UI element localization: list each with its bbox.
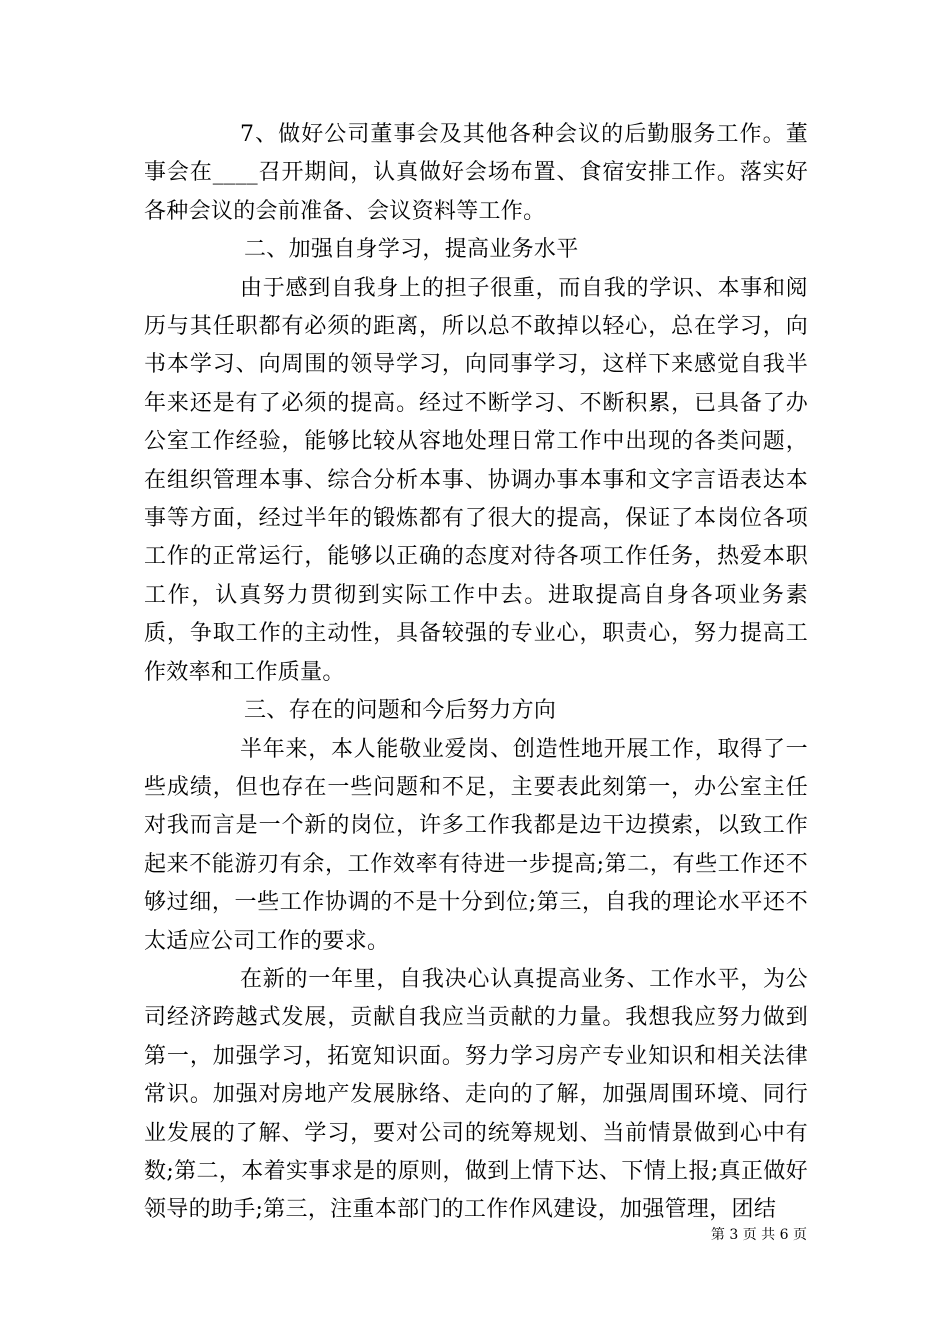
paragraph-problems: 半年来，本人能敬业爱岗、创造性地开展工作，取得了一些成绩，但也存在一些问题和不足，主要表此刻第一，办公室主任对我而言是一个新的岗位，许多工作我都是边干边摸索，以致工作起来不能游刃有余，工作效率有待进一步提高;第二，有些工作还不够过细，一些工作协调的不是十分到位;第三，自我的理论水平还不太适应公司工作的要求。 — [144, 736, 808, 954]
paragraph-item-7: 7、做好公司董事会及其他各种会议的后勤服务工作。董事会在____召开期间，认真做好会场布置、食宿安排工作。落实好各种会议的会前准备、会议资料等工作。 — [144, 122, 808, 224]
section-heading-2: 二、加强自身学习，提高业务水平 — [244, 237, 579, 263]
paragraph-self-study: 由于感到自我身上的担子很重，而自我的学识、本事和阅历与其任职都有必须的距离，所以总不敢掉以轻心，总在学习，向书本学习、向周围的领导学习，向同事学习，这样下来感觉自我半年来还是有了必须的提高。经过不断学习、不断积累，已具备了办公室工作经验，能够比较从容地处理日常工作中出现的各类问题，在组织管理本事、综合分析本事、协调办事本事和文字言语表达本事等方面，经过半年的锻炼都有了很大的提高，保证了本岗位各项工作的正常运行，能够以正确的态度对待各项工作任务，热爱本职工作，认真努力贯彻到实际工作中去。进取提高自身各项业务素质，争取工作的主动性，具备较强的专业心，职责心，努力提高工作效率和工作质量。 — [144, 275, 808, 685]
document-body — [144, 116, 808, 1230]
section-heading-3: 三、存在的问题和今后努力方向 — [244, 698, 557, 724]
page-number-footer: 第 3 页 共 6 页 — [710, 1227, 807, 1243]
paragraph-new-year-plan: 在新的一年里，自我决心认真提高业务、工作水平，为公司经济跨越式发展，贡献自我应当贡献的力量。我想我应努力做到第一，加强学习，拓宽知识面。努力学习房产专业知识和相关法律常识。加强对房地产发展脉络、走向的了解，加强周围环境、同行业发展的了解、学习，要对公司的统筹规划、当前情景做到心中有数;第二，本着实事求是的原则，做到上情下达、下情上报;真正做好领导的助手;第三，注重本部门的工作作风建设，加强管理，团结 — [144, 966, 808, 1223]
